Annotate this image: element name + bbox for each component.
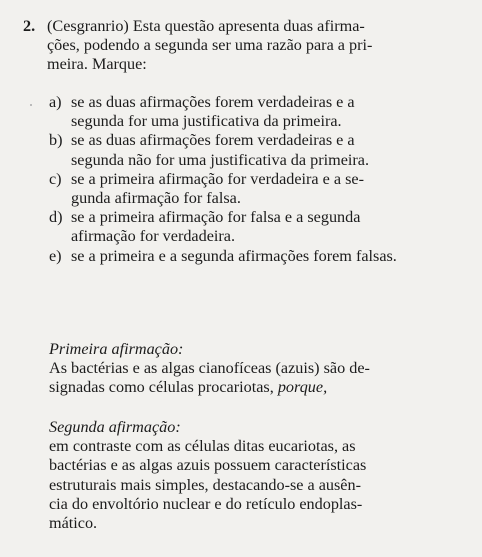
statement-line: estruturais mais simples, destacando-se a ausên- [49,475,361,494]
option-letter: b) [49,131,63,150]
option-text: gunda afirmação for falsa. [71,189,241,208]
statement-line: bactérias e as algas azuis possuem características [49,456,367,475]
option-a [49,93,465,131]
statement-line [49,378,469,397]
question-number: 2. [23,17,36,35]
option-letter: c) [49,169,62,188]
option-letter: a) [49,93,62,111]
print-speck [30,104,32,106]
stem-line: meira. Marque: [47,55,147,74]
stem-line: ções, podendo a segunda ser uma razão para a pri- [47,36,373,55]
option-text: segunda for uma justificativa da primeira. [71,112,342,131]
first-statement-label: Primeira afirmação: [49,340,184,358]
stem-line: (Cesgranrio) Esta questão apresenta duas afirma- [47,17,365,35]
second-statement [49,418,469,533]
option-text: se a primeira afirmação for verdadeira e a se- [71,169,364,188]
option-d [49,208,465,246]
option-text: se as duas afirmações forem verdadeiras e a [71,131,355,150]
option-text: segunda não for uma justificativa da primeira. [71,150,370,169]
option-text: afirmação for verdadeira. [71,227,236,246]
option-text: se a primeira e a segunda afirmações forem falsas. [71,246,397,265]
statement-line: As bactérias e as algas cianofíceas (azuis) são de- [49,359,370,378]
statement-line: mático. [49,514,98,533]
first-statement [49,340,469,398]
option-b [49,131,465,169]
option-letter: d) [49,208,63,227]
statement-line: em contraste com as células ditas eucariotas, as [49,437,356,456]
option-e [49,247,465,266]
statement-connector: porque, [277,378,328,397]
statement-text: signadas como células procariotas, [49,378,278,397]
option-letter: e) [49,246,62,265]
option-c [49,170,465,208]
question-stem [47,17,463,75]
second-statement-label: Segunda afirmação: [49,418,181,436]
statement-line: cia do envoltório nuclear e do retículo endoplas- [49,494,363,513]
options-list [49,93,465,266]
option-text: se as duas afirmações forem verdadeiras e a [71,93,355,111]
option-text: se a primeira afirmação for falsa e a segunda [71,208,361,227]
